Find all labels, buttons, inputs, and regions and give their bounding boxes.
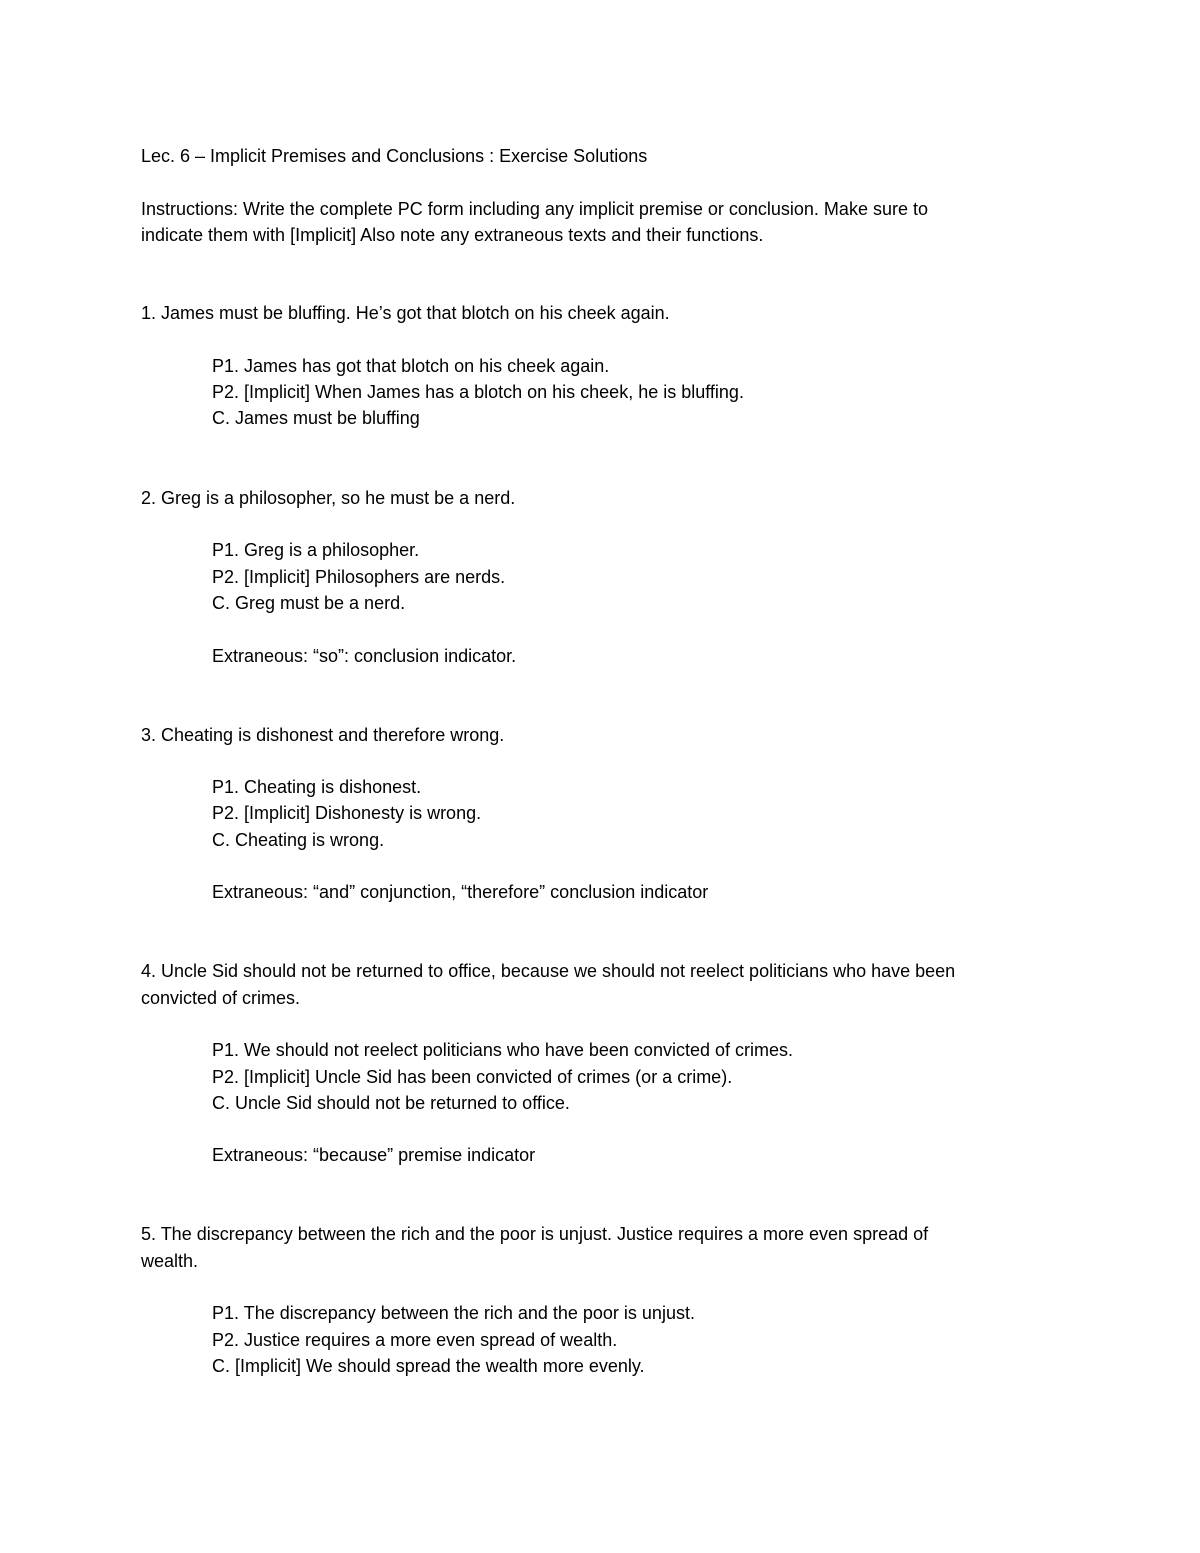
exercise-3-prompt: 3. Cheating is dishonest and therefore wrong. <box>141 725 505 745</box>
exercise-3-extraneous: Extraneous: “and” conjunction, “therefore” conclusion indicator <box>212 882 709 902</box>
exercise-5-prompt-line-2: wealth. <box>141 1251 199 1271</box>
exercise-3-premise-1: P1. Cheating is dishonest. <box>212 777 422 797</box>
exercise-2-extraneous: Extraneous: “so”: conclusion indicator. <box>212 646 517 666</box>
exercise-4-prompt-line-2: convicted of crimes. <box>141 988 301 1008</box>
exercise-3-conclusion: C. Cheating is wrong. <box>212 830 385 850</box>
instructions-line-1: Instructions: Write the complete PC form including any implicit premise or conclusion. Make sure to <box>141 199 928 219</box>
exercise-4-extraneous: Extraneous: “because” premise indicator <box>212 1145 536 1165</box>
exercise-2-conclusion: C. Greg must be a nerd. <box>212 593 406 613</box>
exercise-4-prompt-line-1: 4. Uncle Sid should not be returned to office, because we should not reelect politicians who have been <box>141 961 956 981</box>
instructions-line-2: indicate them with [Implicit] Also note any extraneous texts and their functions. <box>141 225 764 245</box>
exercise-1-prompt: 1. James must be bluffing. He’s got that blotch on his cheek again. <box>141 303 670 323</box>
exercise-5-prompt-line-1: 5. The discrepancy between the rich and the poor is unjust. Justice requires a more even spread of <box>141 1224 929 1244</box>
exercise-4-premise-1: P1. We should not reelect politicians who have been convicted of crimes. <box>212 1040 793 1060</box>
exercise-2-prompt: 2. Greg is a philosopher, so he must be a nerd. <box>141 488 516 508</box>
exercise-5-premise-1: P1. The discrepancy between the rich and the poor is unjust. <box>212 1303 695 1323</box>
exercise-3-premise-2: P2. [Implicit] Dishonesty is wrong. <box>212 803 482 823</box>
exercise-4-premise-2: P2. [Implicit] Uncle Sid has been convicted of crimes (or a crime). <box>212 1067 733 1087</box>
exercise-4-conclusion: C. Uncle Sid should not be returned to office. <box>212 1093 570 1113</box>
exercise-1-conclusion: C. James must be bluffing <box>212 408 420 428</box>
exercise-1-premise-2: P2. [Implicit] When James has a blotch on his cheek, he is bluffing. <box>212 382 744 402</box>
exercise-5-conclusion: C. [Implicit] We should spread the wealth more evenly. <box>212 1356 645 1376</box>
exercise-2-premise-2: P2. [Implicit] Philosophers are nerds. <box>212 567 506 587</box>
document-title: Lec. 6 – Implicit Premises and Conclusions : Exercise Solutions <box>141 146 648 166</box>
exercise-1-premise-1: P1. James has got that blotch on his cheek again. <box>212 356 610 376</box>
exercise-2-premise-1: P1. Greg is a philosopher. <box>212 540 420 560</box>
exercise-5-premise-2: P2. Justice requires a more even spread of wealth. <box>212 1330 618 1350</box>
